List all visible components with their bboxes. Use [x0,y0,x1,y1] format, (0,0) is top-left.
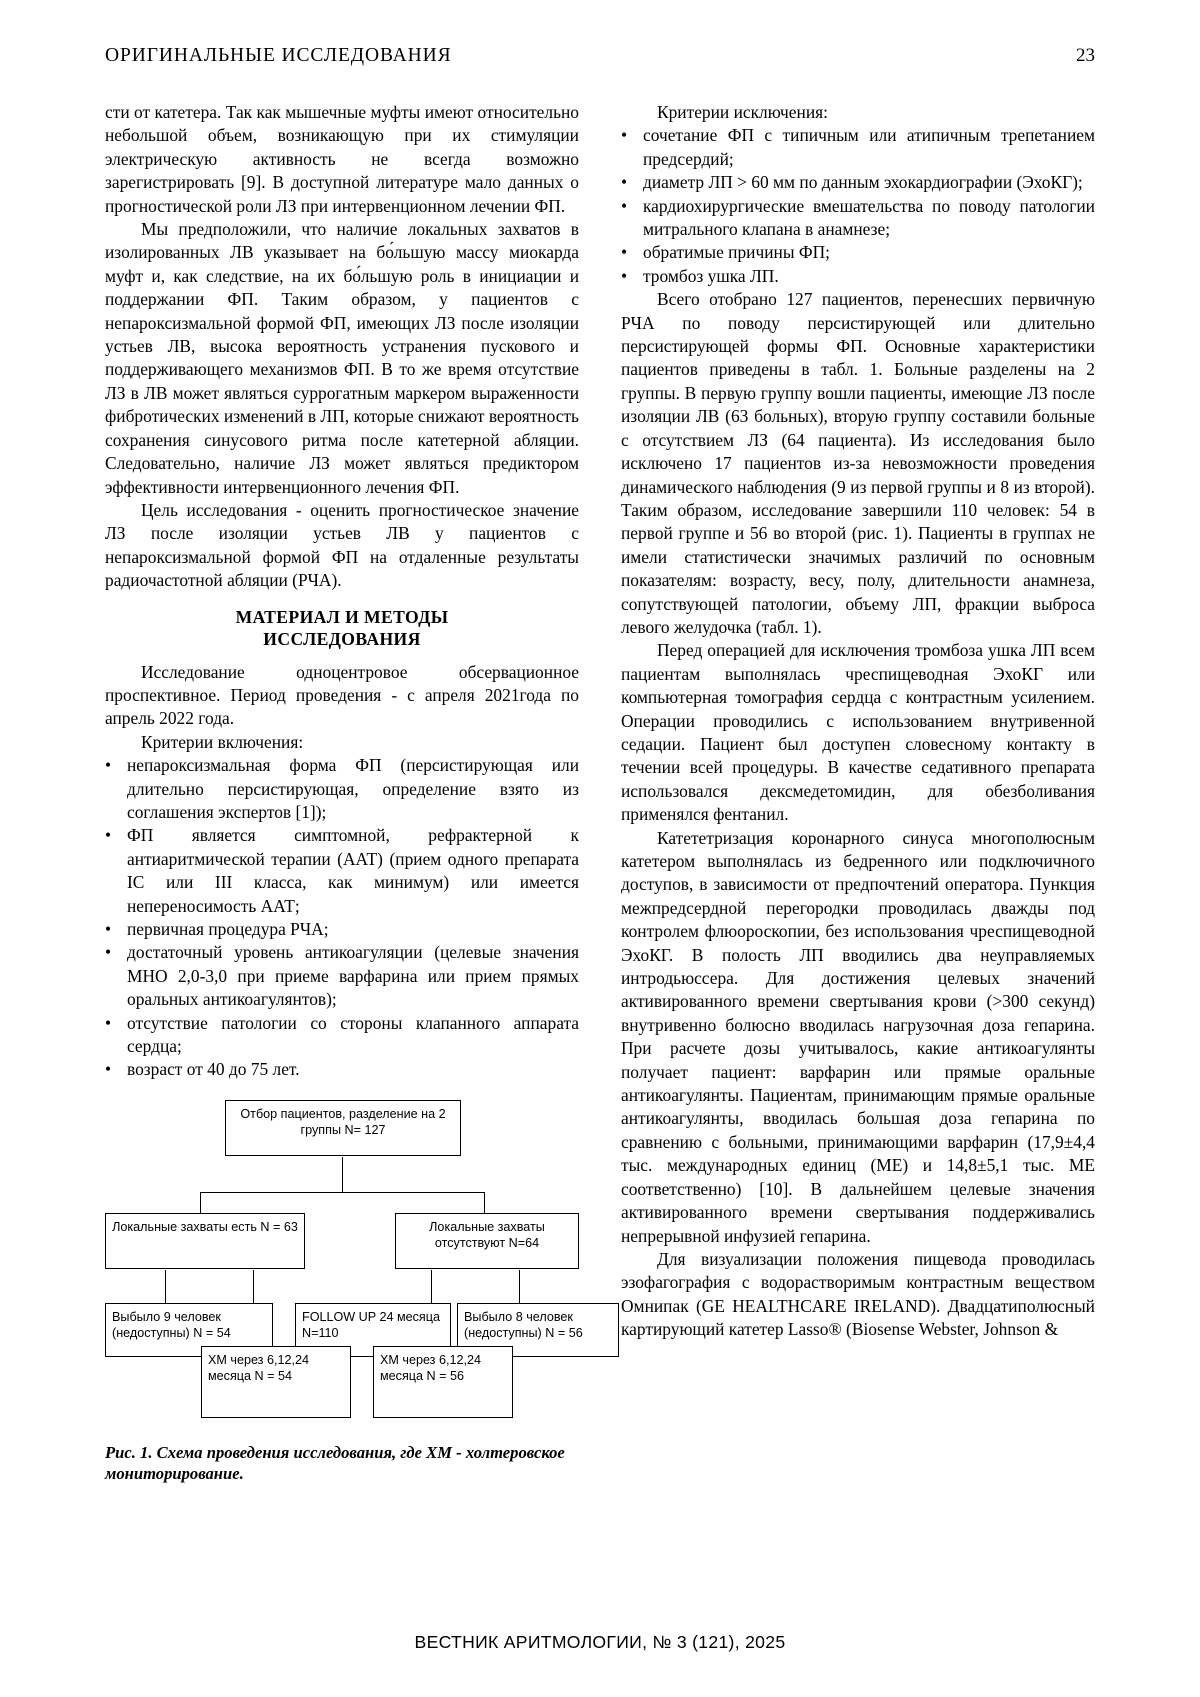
list-item-text: кардиохирургические вмешательства по поводу патологии митрального клапана в анамнезе; [643,195,1095,240]
right-column [621,101,1095,1342]
section-heading [105,607,579,651]
bullet-icon: • [621,195,628,216]
paragraph: Катететризация коронарного синуса многополюсным катетером выполнялась из бедренного или подключичного доступов, в зависимости от предпочтений оператора. Пункция межпредсердной перегородки проводилась дважды под контролем флюороскопии, без использования чреспищеводной ЭхоКГ. В полость ЛП вводились два неуправляемых интродьюссера. Для достижения целевых значений активированного времени свертывания крови (>300 секунд) внутривенно болюсно вводилась нагрузочная доза гепарина. При расчете дозы учитывалось, какие антикоагулянты получает пациент: варфарин или прямые оральные антикоагулянты. Пациентам, принимающим прямые оральные антикоагулянты, вводилась большая доза гепарина по сравнению с больными, принимающими варфарин (17,9±4,4 тыс. международных единиц (МЕ) и 14,8±5,1 тыс. МЕ соответственно) [10]. В дальнейшем целевые значения активированного времени свертывания поддерживались непрерывной инфузией гепарина. [621,827,1095,1246]
list-item [105,754,579,824]
list-item-text: ФП является симптомной, рефрактерной к антиаритмической терапии (ААТ) (прием одного препарата IC или III класса, как минимум) или имеется непереносимость ААТ; [127,825,579,916]
page-footer: ВЕСТНИК АРИТМОЛОГИИ, № 3 (121), 2025 [414,1632,786,1652]
study-flow-diagram [105,1100,583,1430]
bullet-icon: • [621,125,628,146]
list-item [105,918,579,941]
list-item [105,941,579,1011]
list-item [105,824,579,918]
node-group-left [105,1213,305,1269]
list-item-text: тромбоз ушка ЛП. [643,265,779,286]
page-number: 23 [1076,45,1095,66]
list-item-text: диаметр ЛП > 60 мм по данным эхокардиографии (ЭхоКГ); [643,172,1083,193]
section-heading-line-2: ИССЛЕДОВАНИЯ [263,628,421,649]
paragraph: Критерии исключения: [657,102,828,122]
list-item-text: непароксизмальная форма ФП (персистирующая или длительно персистирующая, определение взято из соглашения экспертов [1]); [127,755,579,822]
bullet-icon: • [105,1012,112,1033]
node-dropout-left-label: Выбыло 9 человек (недоступны) N = 54 [112,1309,231,1341]
left-column [105,101,583,1485]
node-group-left-label: Локальные захваты есть N = 63 [112,1219,298,1234]
node-selection-label: Отбор пациентов, разделение на 2 группы N= 127 [240,1106,446,1138]
node-group-right [395,1213,579,1269]
bullet-icon: • [105,942,112,963]
paragraph: Мы предположили, что наличие локальных захватов в изолированных ЛВ указывает на бо́льшую массу миокарда муфт и, как следствие, на их бо́льшую роль в инициации и поддержании ФП. Таким образом, у пациентов с непароксизмальной формой ФП, имеющих ЛЗ после изоляции устьев ЛВ, высока вероятность устранения пускового и поддерживающего механизмов ФП. В то же время отсутствие ЛЗ в ЛВ может являться суррогатным маркером выраженности фибротических изменений в ЛП, которые снижают вероятность сохранения синусового ритма после катетерной абляции. Следовательно, наличие ЛЗ может являться предиктором эффективности интервенционного лечения ФП. [105,219,579,497]
list-item [621,171,1095,194]
bullet-icon: • [105,755,112,776]
connector-line [519,1270,520,1304]
list-item-text: возраст от 40 до 75 лет. [127,1059,300,1080]
running-title: ОРИГИНАЛЬНЫЕ ИССЛЕДОВАНИЯ [105,45,452,66]
paragraph: Критерии включения: [141,731,304,752]
list-item-text: отсутствие патологии со стороны клапанного аппарата сердца; [127,1012,579,1056]
list-item [621,195,1095,242]
node-followup-label: FOLLOW UP 24 месяца N=110 [302,1309,440,1341]
list-item-text: обратимые причины ФП; [643,242,830,263]
paragraph: Всего отобрано 127 пациентов, перенесших первичную РЧА по поводу персистирующей или длительно персистирующей формы ФП. Основные характеристики пациентов приведены в табл. 1. Больные разделены на 2 группы. В первую группу вошли пациенты, имеющие ЛЗ после изоляции ЛВ (63 больных), вторую группу составили больные с отсутствием ЛЗ (64 пациента). Из исследования было исключено 17 пациентов из-за невозможности проведения динамического наблюдения (9 из первой группы и 8 из второй). Таким образом, исследование завершили 110 человек: 54 в первой группе и 56 во второй (рис. 1). Пациенты в группах не имели статистически значимых различий по основным показателям: возрасту, весу, полу, длительности анамнеза, сопутствующей патологии, объему ЛП, фракции выброса левого желудочка (табл. 1). [621,289,1095,637]
list-item [105,1012,579,1059]
node-holter-right [373,1346,513,1418]
list-item [621,124,1095,171]
bullet-icon: • [105,1059,112,1080]
two-column-body [105,101,1095,1485]
bullet-icon: • [621,172,628,193]
section-heading-line-1: МАТЕРИАЛ И МЕТОДЫ [235,606,449,627]
bullet-icon: • [621,242,628,263]
list-item [105,1058,579,1081]
list-item [621,241,1095,264]
bullet-icon: • [621,265,628,286]
node-holter-left [201,1346,351,1418]
node-holter-left-label: ХМ через 6,12,24 месяца N = 54 [208,1352,309,1384]
paragraph: Цель исследования - оценить прогностическое значение ЛЗ после изоляции устьев ЛВ у пациентов с непароксизмальной формой ФП на отдаленные результаты радиочастотной абляции (РЧА). [105,499,579,591]
node-selection [225,1100,461,1156]
list-item-text: сочетание ФП с типичным или атипичным трепетанием предсердий; [643,125,1095,169]
node-holter-right-label: ХМ через 6,12,24 месяца N = 56 [380,1352,481,1384]
connector-line [200,1192,485,1193]
figure-caption: Рис. 1. Схема проведения исследования, где ХМ - холтеровское мониторирование. [105,1442,565,1484]
connector-line [165,1270,166,1304]
paragraph: Исследование одноцентровое обсервационное проспективное. Период проведения - с апреля 2021года по апрель 2022 года. [105,661,579,729]
node-dropout-right-label: Выбыло 8 человек (недоступны) N = 56 [464,1309,583,1341]
list-item [621,265,1095,288]
bullet-icon: • [105,825,112,846]
node-group-right-label: Локальные захваты отсутствуют N=64 [429,1219,545,1251]
list-item-text: первичная процедура РЧА; [127,918,329,939]
paragraph: Для визуализации положения пищевода проводилась эзофагография с водорастворимым контрастным веществом Омнипак (GE HEALTHCARE IRELAND). Двадцатиполюсный картирующий катетер Lasso® (Biosense Webster, Johnson & [621,1248,1095,1340]
list-item-text: достаточный уровень антикоагуляции (целевые значения МНО 2,0-3,0 при приеме варфарина или прием прямых оральных антикоагулянтов); [127,942,579,1010]
paragraph: сти от катетера. Так как мышечные муфты имеют относительно небольшой объем, возникающую при их стимуляции электрическую активность не всегда возможно зарегистрировать [9]. В доступной литературе мало данных о прогностической роли ЛЗ при интервенционном лечении ФП. [105,102,579,216]
connector-line [342,1157,343,1193]
page-header [105,45,1095,67]
paragraph: Перед операцией для исключения тромбоза ушка ЛП всем пациентам выполнялась чреспищеводная ЭхоКГ или компьютерная томография сердца с контрастным усилением. Операции проводились с использованием внутривенной седации. Пациент был доступен словесному контакту в течении всей процедуры. В качестве седативного препарата использовался дексмедетомидин, для обезболивания применялся фентанил. [621,640,1095,825]
bullet-icon: • [105,918,112,939]
